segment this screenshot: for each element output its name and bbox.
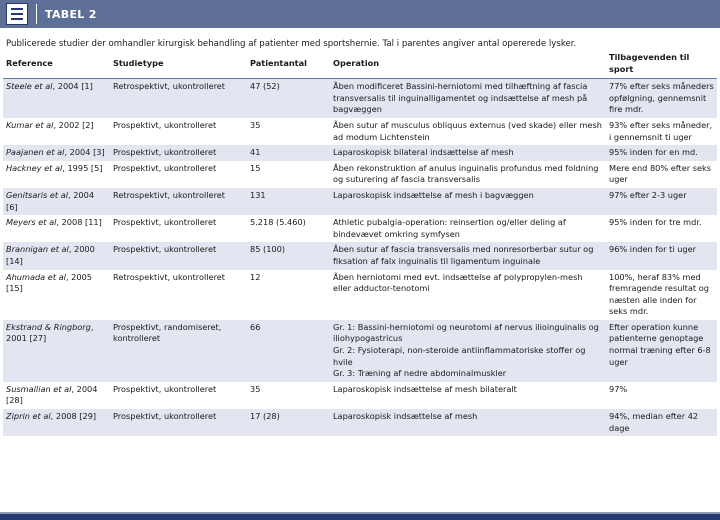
operation-cell: Laparoskopisk indsættelse af mesh bilateralt — [330, 382, 606, 409]
reference-year: , 2004 [6] — [6, 189, 95, 212]
operation-cell: Åben rekonstruktion af anulus inguinalis profundus med foldning og suturering af fascia transversalis — [330, 161, 606, 188]
return-cell: 96% inden for ti uger — [606, 242, 717, 269]
return-cell: 97% efter 2-3 uger — [606, 188, 717, 215]
studietype-cell: Prospektivt, ukontrolleret — [110, 382, 247, 409]
studietype-cell: Prospektivt, ukontrolleret — [110, 118, 247, 145]
patientantal-cell: 35 — [247, 118, 330, 145]
reference-year: , 2000 [14] — [6, 244, 95, 266]
reference-year: , 2008 [11] — [56, 217, 102, 228]
reference-author: Genitsaris et al — [6, 189, 68, 200]
operation-cell: Laparoskopisk bilateral indsættelse af mesh — [330, 145, 606, 161]
table-caption: Publicerede studier der omhandler kirurgisk behandling af patienter med sportshernie. Tal i parentes angiver antal opererede lysker. — [6, 39, 577, 49]
studies-table — [3, 49, 717, 436]
patientantal-cell: 15 — [247, 161, 330, 188]
studietype-cell: Prospektivt, ukontrolleret — [110, 215, 247, 242]
document-list-icon — [6, 3, 28, 25]
studietype-cell: Retrospektivt, ukontrolleret — [110, 79, 247, 118]
table-row — [3, 242, 717, 269]
reference-author: Brannigan et al — [6, 244, 69, 255]
studietype-cell: Prospektivt, ukontrolleret — [110, 145, 247, 161]
table-header-bar — [0, 0, 720, 29]
table-row — [3, 215, 717, 242]
reference-cell — [3, 409, 110, 436]
studietype-cell: Prospektivt, ukontrolleret — [110, 161, 247, 188]
reference-author: Paajanen et al — [6, 147, 65, 158]
reference-cell — [3, 270, 110, 320]
footer-bar — [0, 512, 720, 520]
table-row — [3, 161, 717, 188]
operation-cell: Åben sutur af musculus obliquus externus (ved skade) eller mesh ad modum Lichtenstein — [330, 118, 606, 145]
operation-cell: Gr. 1: Bassini-herniotomi og neurotomi af nervus ilioinguinalis og iliohypogastricus Gr. 2: Fysioterapi, non-steroide antiinflammatoriske stoffer og hvile Gr. 3: Træning af nedre abdominalmuskler — [330, 320, 606, 382]
return-cell: 97% — [606, 382, 717, 409]
table-row — [3, 382, 717, 409]
table-row — [3, 79, 717, 118]
operation-cell: Athletic pubalgia-operation: reinsertion og/eller deling af bindevævet omkring symfysen — [330, 215, 606, 242]
header-divider — [36, 4, 37, 24]
reference-cell — [3, 242, 110, 269]
return-cell: 100%, heraf 83% med fremragende resultat og næsten alle inden for seks mdr. — [606, 270, 717, 320]
operation-cell: Åben modificeret Bassini-herniotomi med tilhæftning af fascia transversalis til inguinalligamentet og indsættelse af mesh på bagvæggen — [330, 79, 606, 118]
studietype-cell: Retrospektivt, ukontrolleret — [110, 188, 247, 215]
patientantal-cell: 85 (100) — [247, 242, 330, 269]
table-row — [3, 145, 717, 161]
reference-year: , 2004 [3] — [64, 147, 105, 158]
return-cell: 95% inden for en md. — [606, 145, 717, 161]
reference-cell — [3, 145, 110, 161]
column-header-patientantal: Patientantal — [247, 49, 330, 79]
column-header-operation: Operation — [330, 49, 606, 79]
studietype-cell: Retrospektivt, ukontrolleret — [110, 270, 247, 320]
reference-cell — [3, 79, 110, 118]
reference-cell — [3, 188, 110, 215]
operation-cell: Laparoskopisk indsættelse af mesh — [330, 409, 606, 436]
reference-author: Steele et al — [6, 81, 53, 92]
reference-cell — [3, 215, 110, 242]
table-row — [3, 188, 717, 215]
reference-author: Ahumada et al — [6, 271, 66, 282]
reference-author: Susmallian et al — [6, 383, 72, 394]
column-header-tilbagevenden: Tilbagevenden til sport — [606, 49, 717, 79]
reference-year: , 2004 [1] — [52, 81, 93, 92]
table-header-row — [3, 49, 717, 79]
reference-author: Meyers et al — [6, 217, 57, 228]
return-cell: 94%, median efter 42 dage — [606, 409, 717, 436]
reference-year: , 2008 [29] — [50, 411, 97, 422]
patientantal-cell: 47 (52) — [247, 79, 330, 118]
patientantal-cell: 12 — [247, 270, 330, 320]
reference-year: , 2004 [28] — [6, 383, 98, 406]
reference-author: Ziprin et al — [6, 411, 51, 422]
operation-cell: Åben herniotomi med evt. indsættelse af polypropylen-mesh eller adductor-tenotomi — [330, 270, 606, 320]
patientantal-cell: 66 — [247, 320, 330, 382]
table-row — [3, 270, 717, 320]
patientantal-cell: 17 (28) — [247, 409, 330, 436]
reference-year: , 2005 [15] — [6, 271, 92, 294]
return-cell: 95% inden for tre mdr. — [606, 215, 717, 242]
table-title: TABEL 2 — [45, 7, 97, 21]
reference-year: , 2001 [27] — [6, 321, 94, 344]
patientantal-cell: 131 — [247, 188, 330, 215]
reference-year: , 1995 [5] — [62, 162, 103, 173]
table-row — [3, 118, 717, 145]
patientantal-cell: 35 — [247, 382, 330, 409]
studietype-cell: Prospektivt, randomiseret, kontrolleret — [110, 320, 247, 382]
reference-author: Hackney et al — [6, 162, 63, 173]
return-cell: 93% efter seks måneder, i gennemsnit ti uger — [606, 118, 717, 145]
patientantal-cell: 41 — [247, 145, 330, 161]
return-cell: 77% efter seks måneders opfølgning, gennemsnit fire mdr. — [606, 79, 717, 118]
reference-cell — [3, 161, 110, 188]
operation-cell: Åben sutur af fascia transversalis med nonresorberbar sutur og fiksation af falx inguinalis til ligamentum inguinale — [330, 242, 606, 269]
patientantal-cell: 5.218 (5.460) — [247, 215, 330, 242]
return-cell: Efter operation kunne patienterne genoptage normal træning efter 6-8 uger — [606, 320, 717, 382]
column-header-reference: Reference — [3, 49, 110, 79]
return-cell: Mere end 80% efter seks uger — [606, 161, 717, 188]
table-row — [3, 320, 717, 382]
operation-cell: Laparoskopisk indsættelse af mesh i bagvæggen — [330, 188, 606, 215]
table-row — [3, 409, 717, 436]
reference-author: Ekstrand & Ringborg — [6, 321, 91, 332]
reference-cell — [3, 320, 110, 382]
reference-cell — [3, 118, 110, 145]
column-header-studietype: Studietype — [110, 49, 247, 79]
reference-year: , 2002 [2] — [53, 119, 94, 130]
reference-author: Kumar et al — [6, 119, 54, 130]
reference-cell — [3, 382, 110, 409]
studietype-cell: Prospektivt, ukontrolleret — [110, 242, 247, 269]
studietype-cell: Prospektivt, ukontrolleret — [110, 409, 247, 436]
